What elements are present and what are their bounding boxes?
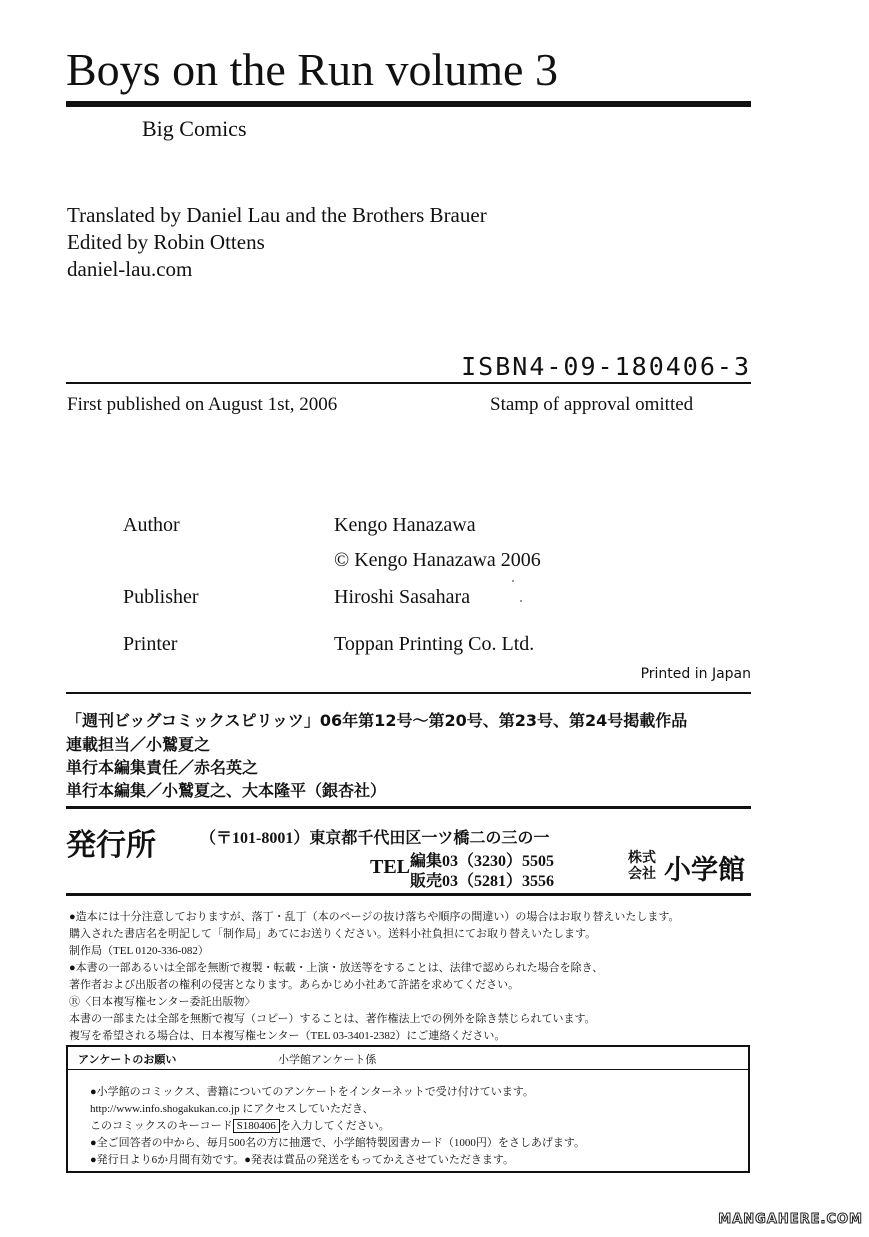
isbn: ISBN4-09-180406-3 <box>461 352 751 381</box>
survey-url-line[interactable]: http://www.info.shogakukan.co.jp にアクセスしていただき、 <box>90 1103 374 1115</box>
survey-line: ●発行日より6か月間有効です。●発表は賞品の発送をもってかえさせていただきます。 <box>90 1154 515 1166</box>
notice-line: 本書の一部または全部を無断で複写（コピー）することは、著作権法上での例外を除き禁じられています。 <box>69 1013 596 1025</box>
kabushiki-line1: 株式 <box>628 850 656 866</box>
watermark: MANGAHERE.COM <box>718 1212 863 1227</box>
details-rule <box>66 692 751 694</box>
survey-keycode-line <box>90 1117 390 1133</box>
printed-in-japan: Printed in Japan <box>640 666 751 682</box>
print-speck <box>520 600 522 602</box>
publisher-name: 小学館 <box>664 855 745 886</box>
author-label: Author <box>123 514 180 536</box>
title-rule <box>66 101 751 107</box>
isbn-rule <box>66 382 751 384</box>
copyright-value: © Kengo Hanazawa 2006 <box>334 549 541 571</box>
notice-line: 著作者および出版者の権利の侵害となります。あらかじめ小社あて許諾を求めてください。 <box>69 979 520 991</box>
printer-value: Toppan Printing Co. Ltd. <box>334 633 535 655</box>
tel-label: TEL <box>370 856 411 878</box>
publisher-rule <box>66 893 751 896</box>
edited-by: Edited by Robin Ottens <box>67 230 265 254</box>
survey-box <box>66 1045 750 1173</box>
publisher-label: Publisher <box>123 586 199 608</box>
author-value: Kengo Hanazawa <box>334 514 476 536</box>
notice-line: Ⓡ〈日本複写権センター委託出版物〉 <box>69 996 256 1008</box>
print-speck <box>512 580 514 582</box>
kabushiki-line2: 会社 <box>628 866 656 882</box>
serialization-rule <box>66 806 751 809</box>
imprint-label: Big Comics <box>142 116 247 141</box>
publisher-value: Hiroshi Sasahara <box>334 586 471 608</box>
notice-line: 購入された書店名を明記して「制作局」あてにお送りください。送料小社負担にてお取り替えいたします。 <box>69 928 597 940</box>
keycode: S180406 <box>233 1119 280 1133</box>
printer-label: Printer <box>123 633 178 655</box>
notice-line: 複写を希望される場合は、日本複写権センター（TEL 03-3401-2382）にご連絡ください。 <box>69 1030 506 1042</box>
stamp-omitted: Stamp of approval omitted <box>490 394 694 415</box>
first-published: First published on August 1st, 2006 <box>67 394 338 415</box>
keycode-suffix: を入力してください。 <box>279 1120 390 1132</box>
notice-line: ●本書の一部あるいは全部を無断で複製・転載・上演・放送等をすることは、法律で認められた場合を除き、 <box>69 962 604 974</box>
notice-line: 制作局（TEL 0120-336-082） <box>69 945 209 957</box>
serialization-line: 連載担当／小鷲夏之 <box>66 735 211 754</box>
hakkosho-label: 発行所 <box>66 828 156 863</box>
survey-line: ●小学館のコミックス、書籍についてのアンケートをインターネットで受け付けています。 <box>90 1086 534 1098</box>
publisher-address: （〒101-8001）東京都千代田区一ツ橋二の三の一 <box>200 830 550 847</box>
translated-by: Translated by Daniel Lau and the Brothers Brauer <box>67 203 487 227</box>
tel-editorial: 編集03（3230）5505 <box>410 853 555 870</box>
keycode-prefix: このコミックスのキーコード <box>90 1120 233 1132</box>
serialization-line: 単行本編集／小鷲夏之、大本隆平（銀杏社） <box>66 781 387 800</box>
book-title: Boys on the Run volume 3 <box>66 44 558 95</box>
website-link[interactable]: daniel-lau.com <box>67 257 193 281</box>
serialization-line: 単行本編集責任／赤名英之 <box>66 758 259 777</box>
serialization-line: 「週刊ビッグコミックスピリッツ」06年第12号〜第20号、第23号、第24号掲載作品 <box>66 711 688 730</box>
tel-sales: 販売03（5281）3556 <box>410 873 555 890</box>
survey-title: アンケートのお願い <box>78 1053 177 1066</box>
survey-divider <box>68 1069 748 1070</box>
survey-line: ●全ご回答者の中から、毎月500名の方に抽選で、小学館特製図書カード（1000円）をさしあげます。 <box>90 1137 586 1149</box>
notice-line: ●造本には十分注意しておりますが、落丁・乱丁（本のページの抜け落ちや順序の間違い）の場合はお取り替えいたします。 <box>69 911 680 923</box>
survey-dept: 小学館アンケート係 <box>278 1054 377 1066</box>
